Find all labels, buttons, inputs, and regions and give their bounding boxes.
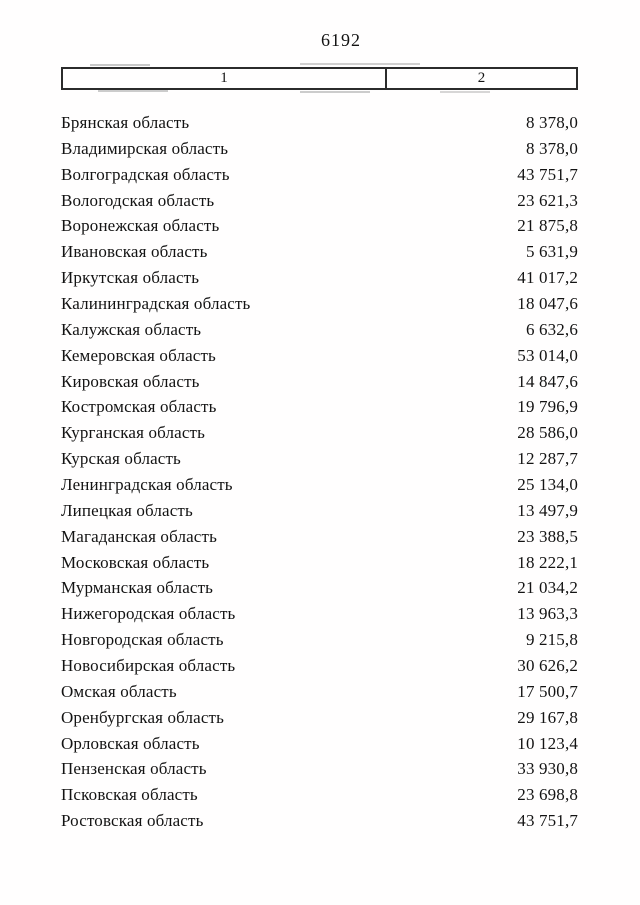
region-value: 17 500,7 [517,681,578,701]
region-value: 33 930,8 [517,759,578,779]
region-name: Мурманская область [61,578,214,598]
table-row [61,188,578,214]
region-value: 13 963,3 [517,604,578,624]
table-row [61,213,578,239]
table-row [61,420,578,446]
page-number: 6192 [321,30,361,50]
table-row [61,472,578,498]
region-name: Псковская область [61,785,198,805]
table-header-col1: 1 [63,69,387,88]
region-value: 10 123,4 [517,733,578,753]
region-value: 43 751,7 [517,164,578,184]
table-row [61,239,578,265]
region-value: 41 017,2 [517,268,578,288]
region-value: 5 631,9 [525,242,578,262]
scan-artifact [90,64,150,66]
table-row [61,136,578,162]
table-header [61,67,578,90]
region-name: Ленинградская область [61,474,233,494]
region-name: Курганская область [61,423,206,443]
region-value: 23 388,5 [517,526,578,546]
region-name: Ивановская область [61,242,208,262]
region-name: Калининградская область [61,293,251,313]
table-row [61,498,578,524]
region-value: 9 215,8 [525,630,578,650]
table-row [61,808,578,834]
table-row [61,756,578,782]
region-value: 23 698,8 [517,785,578,805]
region-value: 6 632,6 [525,319,578,339]
region-value: 8 378,0 [525,112,578,132]
scan-artifact [300,91,370,93]
table-row [61,550,578,576]
region-name: Курская область [61,449,181,469]
region-name: Вологодская область [61,190,215,210]
region-name: Костромская область [61,397,217,417]
region-name: Воронежская область [61,216,220,236]
table-row [61,653,578,679]
region-value: 25 134,0 [517,474,578,494]
region-name: Кемеровская область [61,345,216,365]
region-name: Орловская область [61,733,200,753]
region-name: Калужская область [61,319,202,339]
region-name: Оренбургская область [61,707,225,727]
table-row [61,782,578,808]
region-name: Новгородская область [61,630,224,650]
region-name: Волгоградская область [61,164,230,184]
table-row [61,317,578,343]
region-value: 14 847,6 [517,371,578,391]
table-row [61,343,578,369]
table-row [61,575,578,601]
region-name: Владимирская область [61,138,229,158]
region-name: Нижегородская область [61,604,236,624]
region-value: 21 875,8 [517,216,578,236]
region-name: Московская область [61,552,210,572]
scan-artifact [98,90,168,92]
region-value: 13 497,9 [517,500,578,520]
table-row [61,369,578,395]
region-name: Пензенская область [61,759,207,779]
table-row [61,162,578,188]
table-row [61,705,578,731]
region-value: 12 287,7 [517,449,578,469]
region-value: 43 751,7 [517,811,578,831]
region-table [61,110,578,834]
region-name: Магаданская область [61,526,217,546]
region-value: 30 626,2 [517,655,578,675]
region-value: 29 167,8 [517,707,578,727]
table-row [61,291,578,317]
region-value: 18 222,1 [517,552,578,572]
region-name: Липецкая область [61,500,193,520]
table-row [61,394,578,420]
scan-artifact [300,63,420,65]
region-name: Ростовская область [61,811,204,831]
region-value: 19 796,9 [517,397,578,417]
region-value: 18 047,6 [517,293,578,313]
table-row [61,731,578,757]
region-name: Новосибирская область [61,655,236,675]
table-header-col2: 2 [477,70,486,86]
region-value: 53 014,0 [517,345,578,365]
region-value: 21 034,2 [517,578,578,598]
table-row [61,446,578,472]
region-name: Кировская область [61,371,200,391]
region-value: 28 586,0 [517,423,578,443]
region-name: Брянская область [61,112,190,132]
table-row [61,601,578,627]
table-row [61,524,578,550]
table-row [61,627,578,653]
table-row [61,265,578,291]
region-value: 23 621,3 [517,190,578,210]
scan-artifact [440,91,490,93]
region-value: 8 378,0 [525,138,578,158]
region-name: Омская область [61,681,177,701]
region-name: Иркутская область [61,268,200,288]
table-row [61,110,578,136]
table-row [61,679,578,705]
